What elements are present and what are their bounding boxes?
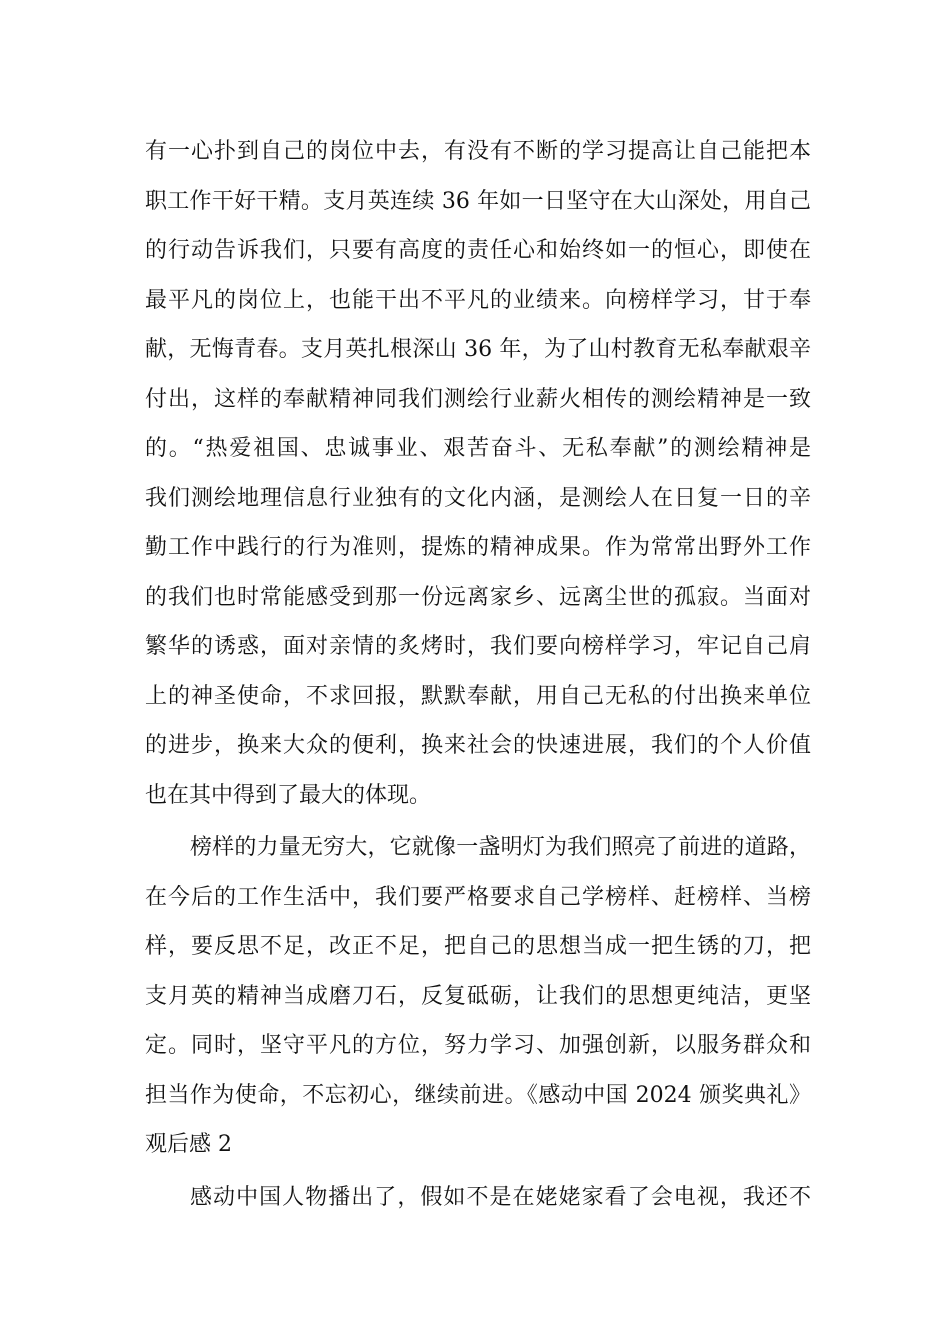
section-heading: 观后感 2 [145,1132,232,1157]
paragraph-first-line: 榜样的力量无穷大，它就像一盏明灯为我们照亮了前进的道路， [190,835,811,860]
text-line: 定。同时，坚守平凡的方位，努力学习、加强创新，以服务群众和 [145,1033,811,1058]
text-line: 勤工作中践行的行为准则，提炼的精神成果。作为常常出野外工作 [145,535,811,560]
text-line: 有一心扑到自己的岗位中去，有没有不断的学习提高让自己能把本 [145,139,811,164]
text-line: 我们测绘地理信息行业独有的文化内涵，是测绘人在日复一日的辛 [145,486,811,511]
paragraph-first-line: 感动中国人物播出了，假如不是在姥姥家看了会电视，我还不 [190,1185,811,1210]
text-line: 付出，这样的奉献精神同我们测绘行业薪火相传的测绘精神是一致 [145,387,811,412]
text-line: 样，要反思不足，改正不足，把自己的思想当成一把生锈的刀，把 [145,934,811,959]
text-line: 支月英的精神当成磨刀石，反复砥砺，让我们的思想更纯洁，更坚 [145,984,811,1009]
text-line: 最平凡的岗位上，也能干出不平凡的业绩来。向榜样学习，甘于奉 [145,288,811,313]
text-line: 的进步，换来大众的便利，换来社会的快速进展，我们的个人价值 [145,733,811,758]
text-line: 也在其中得到了最大的体现。 [145,783,432,808]
text-line: 上的神圣使命，不求回报，默默奉献，用自己无私的付出换来单位 [145,684,811,709]
text-line: 的我们也时常能感受到那一份远离家乡、远离尘世的孤寂。当面对 [145,585,811,610]
text-line: 的。“热爱祖国、忠诚事业、艰苦奋斗、无私奉献”的测绘精神是 [145,436,811,461]
text-line: 职工作干好干精。支月英连续 36 年如一日坚守在大山深处，用自己 [145,189,811,214]
text-line: 在今后的工作生活中，我们要严格要求自己学榜样、赶榜样、当榜 [145,885,811,910]
text-line: 繁华的诱惑，面对亲情的炙烤时，我们要向榜样学习，牢记自己肩 [145,634,811,659]
text-line: 担当作为使命，不忘初心，继续前进。《感动中国 2024 颁奖典礼》 [145,1083,811,1108]
text-line: 献，无悔青春。支月英扎根深山 36 年，为了山村教育无私奉献艰辛 [145,337,811,362]
text-line: 的行动告诉我们，只要有高度的责任心和始终如一的恒心，即使在 [145,238,811,263]
